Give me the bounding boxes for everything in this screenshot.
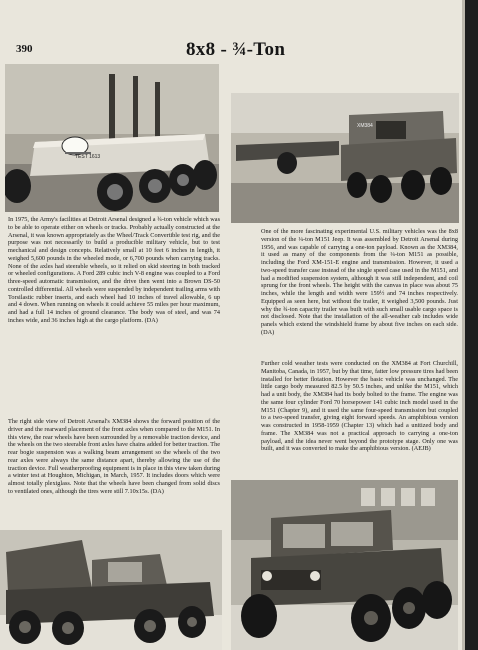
binder-strip bbox=[465, 0, 478, 650]
page-title: 8x8 - ¾-Ton bbox=[186, 39, 286, 60]
page-number: 390 bbox=[16, 43, 33, 55]
photo-stamp-left: TEST 1613 bbox=[75, 154, 101, 160]
paragraph-test-rig: In 1975, the Army's facilities at Detroit Arsenal designed a ¾-ton vehicle which was to be able to operate either on wheels or tracks. Probably actually constructed at the Arsenal, it was known appropriately as the Wheel/Track Convertible test rig, and the purpose was not necessarily to build a producible military vehicle, but to test mechanical and design concepts. Relatively small at 10 feet 6 inches in length, it weighed 5,600 pounds in the wheeled mode, or 6,700 pounds when carrying tracks. None of the axles had steerable wheels, so it relied on skid steering in both tracked or wheeled configurations. A Ford 289 cubic inch V-8 engine was coupled to a Ford three-speed automatic transmission, and the drive then went into a Brown DS-50 controlled differential. All wheels were suspended by independent trailing arms with Torsilastic rubber inserts, and each wheel had 10 inches of travel allowable, 6 up and 4 down. When running on wheels it could achieve 55 miles per hour maximum, and had a full 14 inches of ground clearance. The body was of steel, and was 74 inches wide, and 36 inches high at the cargo platform. (DA) bbox=[8, 216, 220, 324]
photo-xm384-front-cold bbox=[231, 480, 458, 650]
photo-wheel-track-rig bbox=[5, 64, 219, 212]
photo-xm384-trailer bbox=[231, 93, 459, 223]
paragraph-cold-weather: Further cold weather tests were conducted on the XM384 at Fort Churchill, Manitoba, Canada, in 1957, but by that time, fatter low pressure tires had been installed for better flotation. However the basic vehicle was unchanged. The little cargo body measured 82.5 by 50.5 inches, and unlike the M151, which had a unit body, the XM384 had its body bolted to the frame. The engine was the same four cylinder Ford 70 horsepower 141 cubic inch model used in the M151 (Chapter 9), and it used the same four-speed transmission but coupled to a two-speed transfer, giving eight forward speeds. An amphibious version was constructed in 1958-1959 (Chapter 13) which had a unitized body and frame. The XM384 was not a practical approach to carrying a one-ton payload, and the idea never went beyond the prototype stage. Only one was built, and it was converted to make the amphibious version. (AEJB) bbox=[261, 360, 458, 453]
photo-xm384-side-winter bbox=[0, 530, 222, 650]
paragraph-xm384-intro: One of the more fascinating experimental U.S. military vehicles was the 8x8 version of the ¼-ton M151 Jeep. It was assembled by Detroit Arsenal during 1956, and was capable of carrying a one-ton payload. Known as the XM384, it used as many of the components from the ¼-ton M151 as possible, including the Ford XM-151-E engine and transmission. However, it used a two-speed transfer case instead of the single speed case used in the M151, and had a modified suspension system, although it was still independent, and coil sprung for the front wheels. The height with the canvas in place was about 75 inches, while the length and width were 159½ and 74 inches respectively. Equipped as seen here, but without the trailer, it weighed 3,500 pounds. Just why the ¾-ton capacity trailer was built with such small usable cargo space is not disclosed. Note that the installation of the all-weather cab includes wide panels which extend the windshield frame by about five inches on each side. (DA) bbox=[261, 228, 458, 336]
photo-stamp-right: XM384 bbox=[357, 123, 373, 129]
paragraph-right-side-view: The right side view of Detroit Arsenal's XM384 shows the forward position of the driver and the rearward placement of the front axles when compared to the M151. In this view, the rear wheels have been surrounded by a removable traction device, and the wheels on the two steerable front axles have chains added for better traction. The rear bogie suspension was a walking beam arrangement so the wheels of the two rear axles were always the same distance apart, thereby allowing the use of the traction device. Full weatherproofing equipment is in place in this view taken during a winter test at Houghton, Michigan, in March, 1957. It includes doors which were almost totally plexiglass. Note that the wheels have been changed from solid discs to ventilated ones, although the tires were still 7.10x15s. (DA) bbox=[8, 418, 220, 495]
binder-edge bbox=[462, 0, 465, 650]
